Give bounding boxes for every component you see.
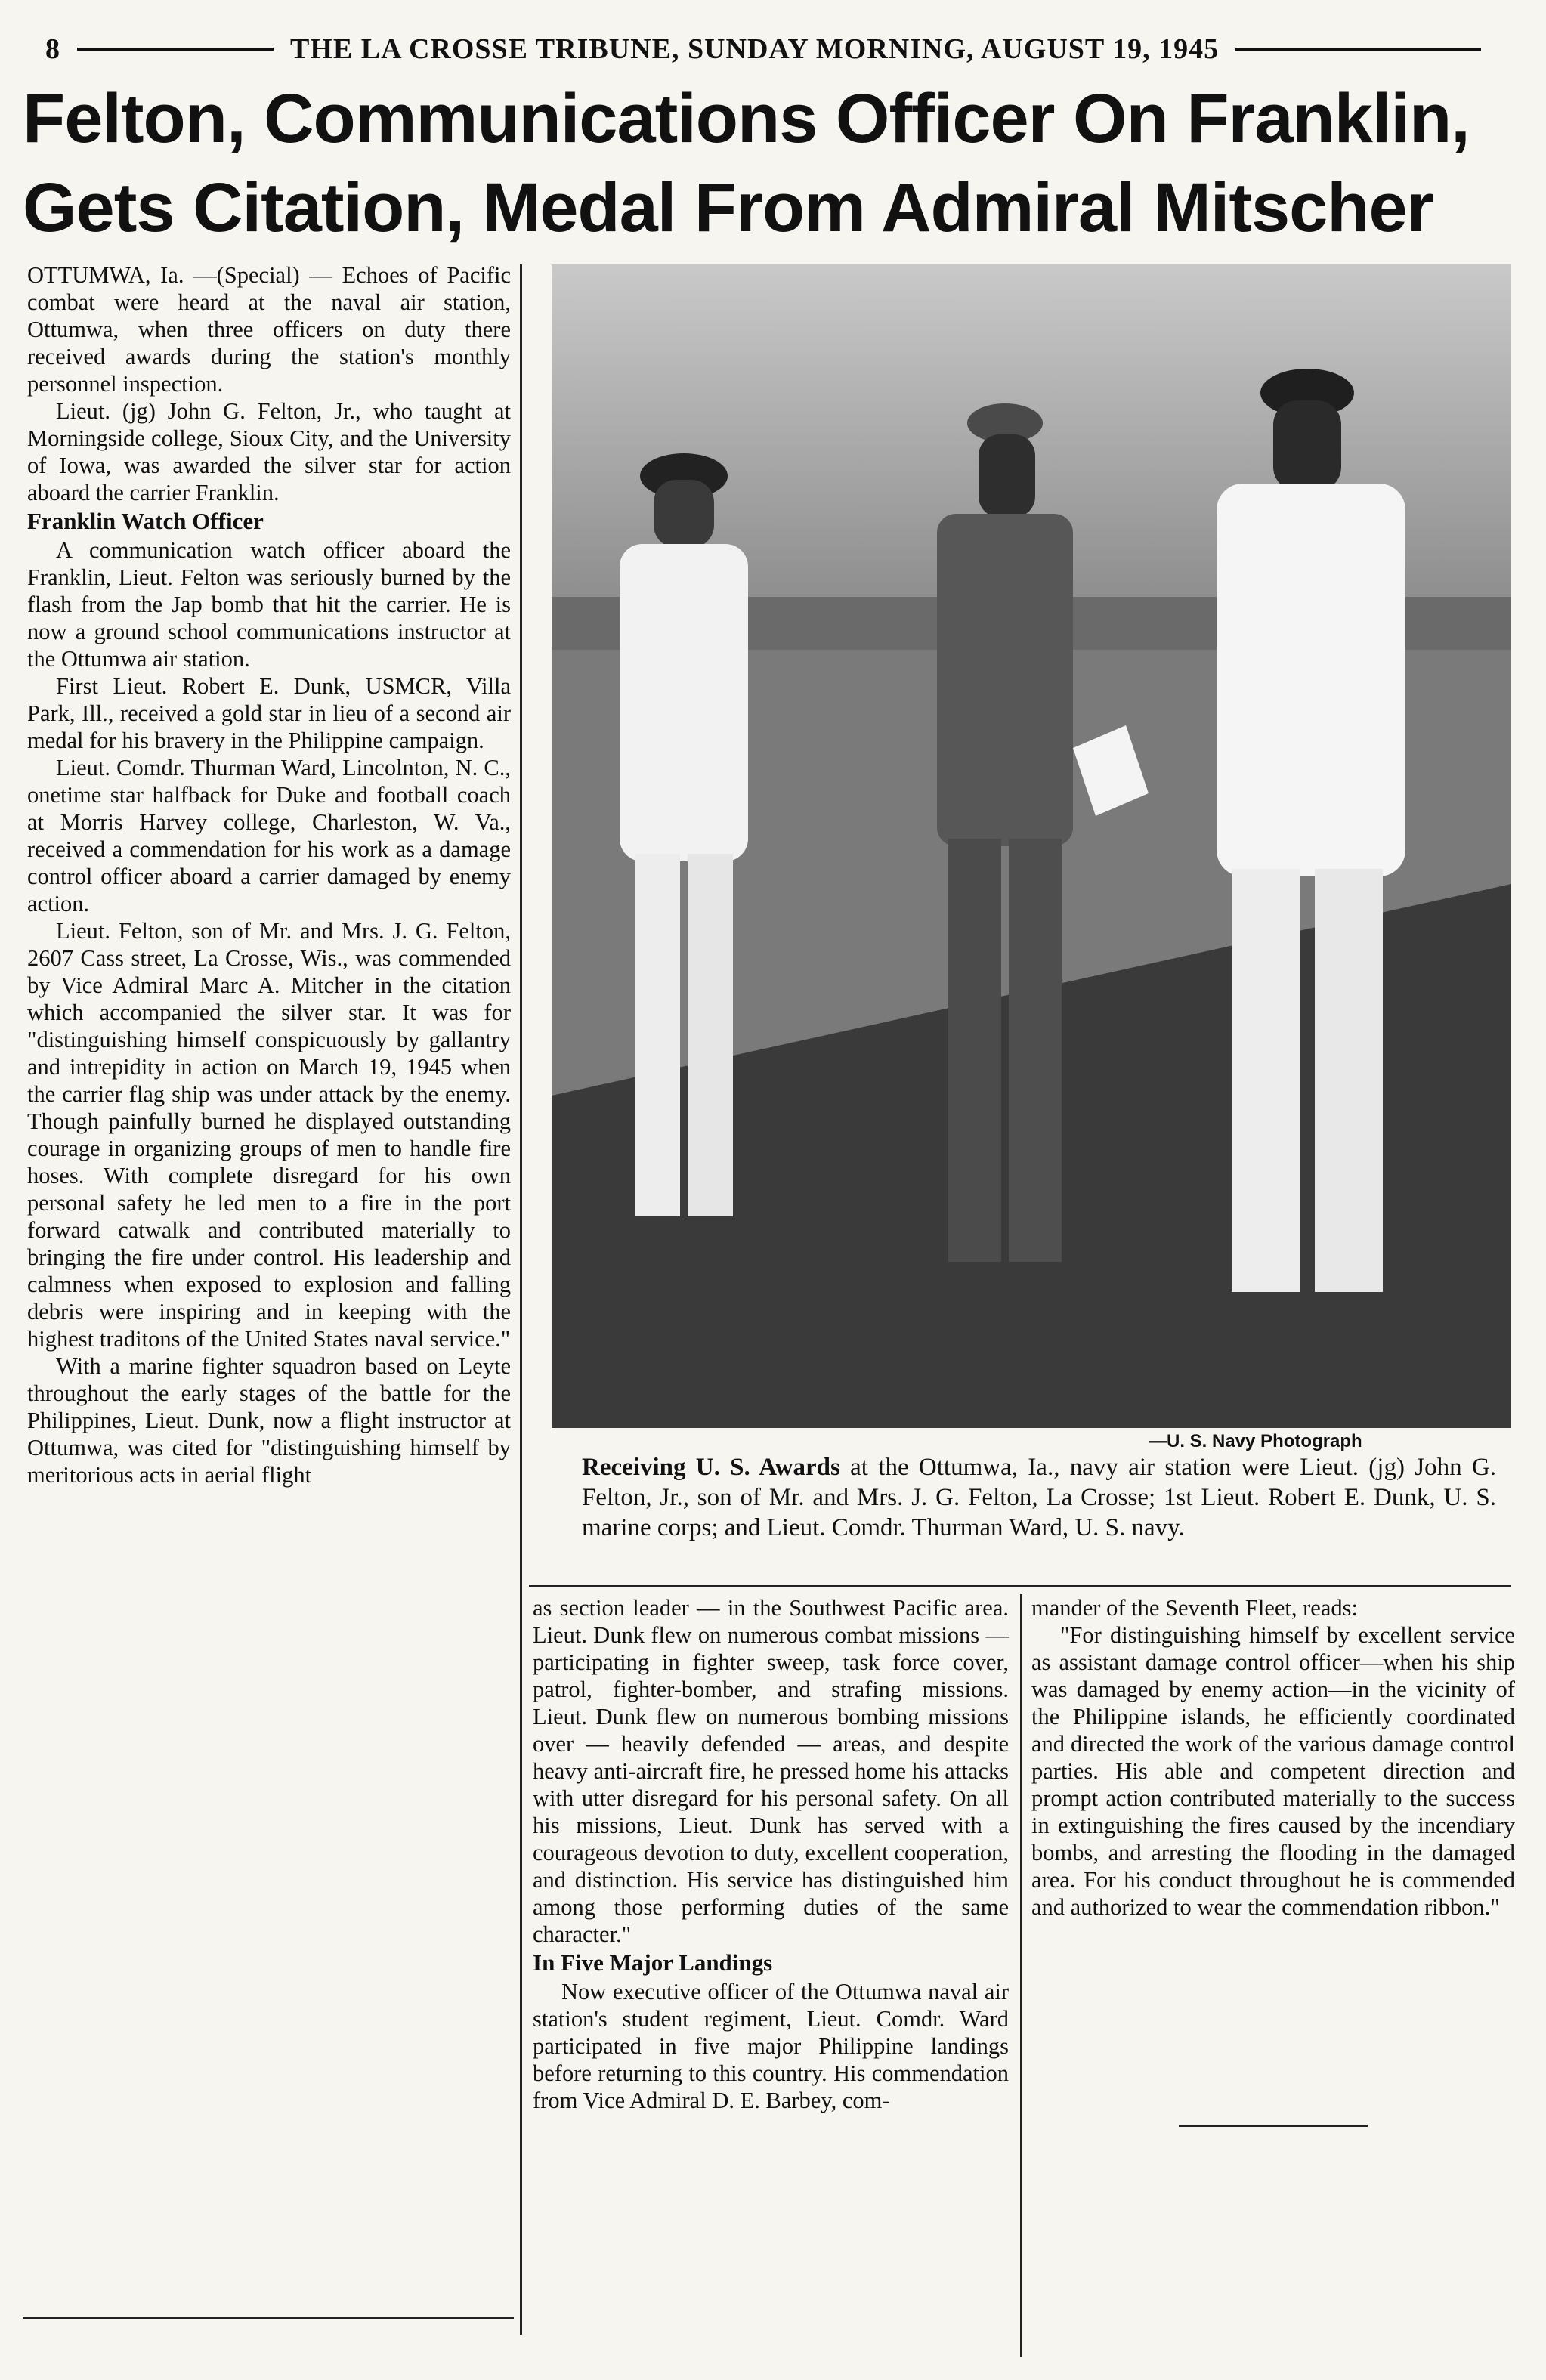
column-divider [520,264,522,2335]
navy-photograph [552,264,1511,1428]
masthead [45,30,1481,68]
paragraph: Lieut. Comdr. Thurman Ward, Lincolnton, N. C., onetime star halfback for Duke and football coach at Morris Harvey college, Charleston, W. Va., received a commendation for his work as a damage control officer aboard a carrier damaged by enemy action. [27,755,511,916]
caption-divider [529,1585,1511,1587]
masthead-text: THE LA CROSSE TRIBUNE, SUNDAY MORNING, AUGUST 19, 1945 [290,33,1220,65]
masthead-rule-right [1235,48,1481,51]
caption-text: at the Ottumwa, Ia., navy air station were Lieut. (jg) John G. Felton, Jr., son of Mr. and Mrs. J. G. Felton, La Crosse; 1st Lieut. Robert E. Dunk, U. S. marine corps; and Lieut. Comdr. Thurman Ward, U. S. navy. [582,1454,1496,1541]
headline [23,74,1511,252]
paragraph: A communication watch officer aboard the Franklin, Lieut. Felton was seriously burned by the flash from the Jap bomb that hit the carrier. He is now a ground school communications instructor at the Ottumwa air station. [27,537,511,672]
headline-line-1: Felton, Communications Officer On Franklin, [23,80,1470,157]
photo-caption [582,1452,1496,1543]
paragraph: Now executive officer of the Ottumwa naval air station's student regiment, Lieut. Comdr. Ward participated in five major Philippine landings before returning to this country. His commendation from Vice Admiral D. E. Barbey, com- [533,1979,1009,2113]
paragraph: With a marine fighter squadron based on Leyte throughout the early stages of the battle for the Philippines, Lieut. Dunk, now a flight instructor at Ottumwa, was cited for "distinguishing himself by meritorious acts in aerial flight [27,1353,511,1488]
paragraph: First Lieut. Robert E. Dunk, USMCR, Villa Park, Ill., received a gold star in lieu of a second air medal for his bravery in the Philippine campaign. [27,673,511,753]
article-column-2 [533,1594,1009,2114]
paragraph-dateline: OTTUMWA, Ia. —(Special) — Echoes of Pacific combat were heard at the naval air station, Ottumwa, when three officers on duty there received awards during the station's monthly personnel inspection. [27,262,511,397]
column-end-rule [23,2317,514,2319]
paragraph: as section leader — in the Southwest Pacific area. Lieut. Dunk flew on numerous combat missions — participating in fighter sweep, task force cover, patrol, fighter-bomber, and strafing missions. Lieut. Dunk flew on numerous bombing missions over — heavily defended — areas, and despite heavy anti-aircraft fire, he pressed home his attacks with utter disregard for his personal safety. On all his missions, Lieut. Dunk has served with a courageous devotion to duty, excellent cooperation, and distinction. His service has distinguished him among those performing duties of the same character." [533,1595,1009,1947]
article-column-3 [1031,1594,1515,1921]
page-number: 8 [45,33,60,65]
subhead-franklin-watch-officer: Franklin Watch Officer [27,508,264,534]
paragraph: "For distinguishing himself by excellent service as assistant damage control officer—when his ship was damaged by enemy action—in the vicinity of the Philippine islands, he efficiently coordinated and directed the work of the various damage control parties. His able and competent direction and prompt action contributed materially to the success in extinguishing the fires caused by the incendiary bombs, and arresting the flooding in the damaged area. For his conduct throughout he is commended and authorized to wear the commendation ribbon." [1031,1622,1515,1920]
photo-illustration [552,264,1511,1428]
column-end-rule [1179,2125,1368,2127]
subhead-in-five-major-landings: In Five Major Landings [533,1949,773,1976]
masthead-rule-left [77,48,274,51]
column-divider [1020,1594,1022,2357]
paragraph: Lieut. Felton, son of Mr. and Mrs. J. G. Felton, 2607 Cass street, La Crosse, Wis., was commended by Vice Admiral Marc A. Mitcher in the citation which accompanied the silver star. It was for "distinguishing himself conspicuously by gallantry and intrepidity in action on March 19, 1945 when the carrier flag ship was under attack by the enemy. Though painfully burned he displayed outstanding courage in organizing groups of men to handle fire hoses. With complete disregard for his own personal safety he led men to a fire in the port forward catwalk and contributed materially to bringing the fire under control. His leadership and calmness when exposed to explosion and falling debris were inspiring and in keeping with the highest traditons of the United States naval service." [27,918,511,1352]
paragraph: Lieut. (jg) John G. Felton, Jr., who taught at Morningside college, Sioux City, and the University of Iowa, was awarded the silver star for action aboard the carrier Franklin. [27,398,511,505]
headline-line-2: Gets Citation, Medal From Admiral Mitscher [23,169,1433,246]
article-column-1 [27,261,511,1488]
caption-lead: Receiving U. S. Awards [582,1454,840,1481]
paragraph: mander of the Seventh Fleet, reads: [1031,1595,1358,1621]
photo-credit: —U. S. Navy Photograph [1149,1431,1362,1451]
